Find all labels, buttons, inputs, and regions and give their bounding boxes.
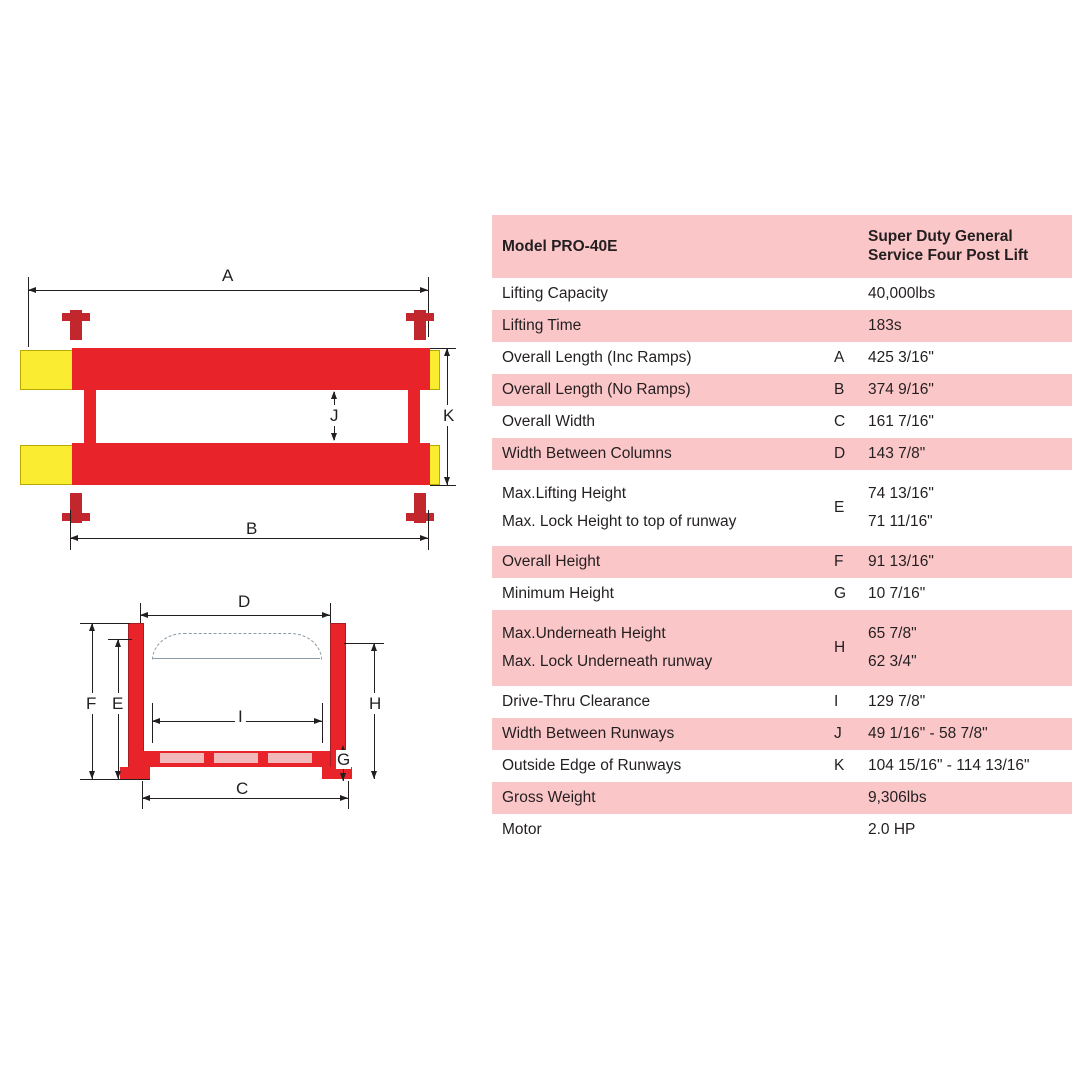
- ramp-left-top: [20, 350, 78, 390]
- column-bottom-right-cap: [406, 513, 434, 521]
- dim-b-arrow-right: [420, 535, 428, 541]
- dim-j-arrow-down: [331, 433, 337, 441]
- dim-h-arrow-down: [371, 771, 377, 779]
- dim-h-arrow-up: [371, 643, 377, 651]
- row-value: 425 3/16": [862, 342, 1072, 374]
- row-letter: B: [834, 374, 862, 406]
- dim-e-arrow-up: [115, 639, 121, 647]
- dim-a-arrow-right: [420, 287, 428, 293]
- row-value: 104 15/16" - 114 13/16": [862, 750, 1072, 782]
- header-letter-spacer: [834, 215, 862, 278]
- dim-f-arrow-up: [89, 623, 95, 631]
- dim-a-extension-right: [428, 277, 429, 337]
- dim-e-arrow-down: [115, 771, 121, 779]
- table-row-grouped: [492, 610, 1072, 686]
- runway-top: [72, 348, 430, 390]
- row-letter: H: [834, 610, 862, 686]
- table-row: [492, 782, 1072, 814]
- row-letter: D: [834, 438, 862, 470]
- ramp-left-bottom: [20, 445, 78, 485]
- row-value: 40,000lbs: [862, 278, 1072, 310]
- row-value: 129 7/8": [862, 686, 1072, 718]
- row-label: Lifting Capacity: [492, 278, 834, 310]
- row-label-secondary: Max. Lock Height to top of runway: [502, 512, 737, 530]
- row-value: 9,306lbs: [862, 782, 1072, 814]
- table-row: [492, 686, 1072, 718]
- dim-i-extension-right: [322, 703, 323, 743]
- row-value: 143 7/8": [862, 438, 1072, 470]
- dim-k-arrow-down: [444, 477, 450, 485]
- row-value: 374 9/16": [862, 374, 1072, 406]
- row-label: Max.Underneath Height: [502, 624, 666, 642]
- row-label: Overall Width: [492, 406, 834, 438]
- row-value-secondary: 71 11/16": [868, 512, 933, 530]
- runway-detail-left: [160, 753, 204, 763]
- dim-d-arrow-right: [322, 612, 330, 618]
- dim-f-arrow-down: [89, 771, 95, 779]
- column-bottom-left-cap: [62, 513, 90, 521]
- row-letter: J: [834, 718, 862, 750]
- dim-i-arrow-left: [152, 718, 160, 724]
- row-value: 2.0 HP: [862, 814, 1072, 846]
- vehicle-outline: [152, 633, 322, 660]
- row-label: Motor: [492, 814, 834, 846]
- top-view-diagram: [0, 255, 480, 555]
- dim-label-d: D: [238, 592, 251, 611]
- row-value: 10 7/16": [862, 578, 1072, 610]
- dim-k-extension-bottom: [430, 485, 456, 486]
- table-row: [492, 342, 1072, 374]
- row-letter: I: [834, 686, 862, 718]
- row-letter: C: [834, 406, 862, 438]
- crossmember-right: [408, 390, 420, 443]
- table-header-row: [492, 215, 1072, 278]
- table-row: [492, 374, 1072, 406]
- dim-g-arrow-down: [340, 773, 346, 781]
- row-label: Minimum Height: [492, 578, 834, 610]
- row-letter: E: [834, 470, 862, 546]
- dim-label-j: J: [330, 406, 339, 425]
- dim-c-arrow-right: [340, 795, 348, 801]
- table-row: [492, 310, 1072, 342]
- row-value-group: [862, 610, 1072, 686]
- row-label: Drive-Thru Clearance: [492, 686, 834, 718]
- row-letter: A: [834, 342, 862, 374]
- table-row: [492, 814, 1072, 846]
- specification-table: [492, 215, 1072, 846]
- row-value: 91 13/16": [862, 546, 1072, 578]
- dim-b-line: [70, 538, 428, 539]
- row-value-secondary: 62 3/4": [868, 652, 917, 670]
- table-row: [492, 406, 1072, 438]
- header-title-line1: Super Duty General: [868, 228, 1013, 245]
- vehicle-base-line: [152, 658, 320, 659]
- row-label-secondary: Max. Lock Underneath runway: [502, 652, 713, 670]
- dim-j-arrow-up: [331, 391, 337, 399]
- row-label: Outside Edge of Runways: [492, 750, 834, 782]
- row-letter: [834, 814, 862, 846]
- row-letter: G: [834, 578, 862, 610]
- runway-detail-right: [268, 753, 312, 763]
- front-view-diagram: [0, 592, 480, 855]
- row-value: 65 7/8": [868, 624, 917, 642]
- dim-label-f: F: [86, 694, 97, 713]
- header-model: Model PRO-40E: [492, 215, 834, 278]
- dim-c-line: [142, 798, 348, 799]
- dim-d-arrow-left: [140, 612, 148, 618]
- row-value: 183s: [862, 310, 1072, 342]
- table-row: [492, 546, 1072, 578]
- header-title: [862, 215, 1072, 278]
- dim-d-line: [140, 615, 330, 616]
- table-row: [492, 750, 1072, 782]
- dim-label-a: A: [222, 266, 234, 285]
- table-row-grouped: [492, 470, 1072, 546]
- dim-b-arrow-left: [70, 535, 78, 541]
- row-letter: [834, 278, 862, 310]
- dim-a-line: [28, 290, 428, 291]
- dim-c-extension-right: [348, 781, 349, 809]
- row-label: Lifting Time: [492, 310, 834, 342]
- row-label: Width Between Runways: [492, 718, 834, 750]
- row-label: Overall Length (No Ramps): [492, 374, 834, 406]
- row-letter: [834, 782, 862, 814]
- table-row: [492, 578, 1072, 610]
- dim-label-g: G: [337, 750, 351, 769]
- table-row: [492, 718, 1072, 750]
- row-letter: F: [834, 546, 862, 578]
- runway-detail-mid: [214, 753, 258, 763]
- row-letter: K: [834, 750, 862, 782]
- dim-i-arrow-right: [314, 718, 322, 724]
- row-value: 49 1/16" - 58 7/8": [862, 718, 1072, 750]
- crossmember-left: [84, 390, 96, 443]
- column-top-right-cap: [406, 313, 434, 321]
- row-label-group: [492, 470, 834, 546]
- header-title-line2: Service Four Post Lift: [868, 247, 1029, 265]
- column-top-left-cap: [62, 313, 90, 321]
- lift-diagram: [0, 0, 480, 1080]
- row-label: Overall Height: [492, 546, 834, 578]
- row-label: Overall Length (Inc Ramps): [492, 342, 834, 374]
- runway-bottom: [72, 443, 430, 485]
- dim-b-extension-right: [428, 510, 429, 550]
- dim-b-extension-left: [70, 510, 71, 550]
- dim-label-e: E: [112, 694, 124, 713]
- dim-a-arrow-left: [28, 287, 36, 293]
- dim-c-arrow-left: [142, 795, 150, 801]
- dim-h-extension-top: [344, 643, 384, 644]
- dim-f-extension-bottom: [80, 779, 150, 780]
- dim-label-c: C: [236, 779, 249, 798]
- row-label: Max.Lifting Height: [502, 484, 627, 502]
- row-label-group: [492, 610, 834, 686]
- dim-f-extension-top: [80, 623, 130, 624]
- dim-k-arrow-up: [444, 348, 450, 356]
- dim-label-b: B: [246, 519, 258, 538]
- table-row: [492, 438, 1072, 470]
- row-value: 74 13/16": [868, 484, 934, 502]
- table-row: [492, 278, 1072, 310]
- row-label: Width Between Columns: [492, 438, 834, 470]
- dim-label-i: I: [235, 708, 246, 725]
- row-label: Gross Weight: [492, 782, 834, 814]
- dim-label-k: K: [443, 406, 455, 425]
- post-foot-left: [120, 767, 150, 779]
- row-value: 161 7/16": [862, 406, 1072, 438]
- dim-label-h: H: [369, 694, 382, 713]
- row-value-group: [862, 470, 1072, 546]
- row-letter: [834, 310, 862, 342]
